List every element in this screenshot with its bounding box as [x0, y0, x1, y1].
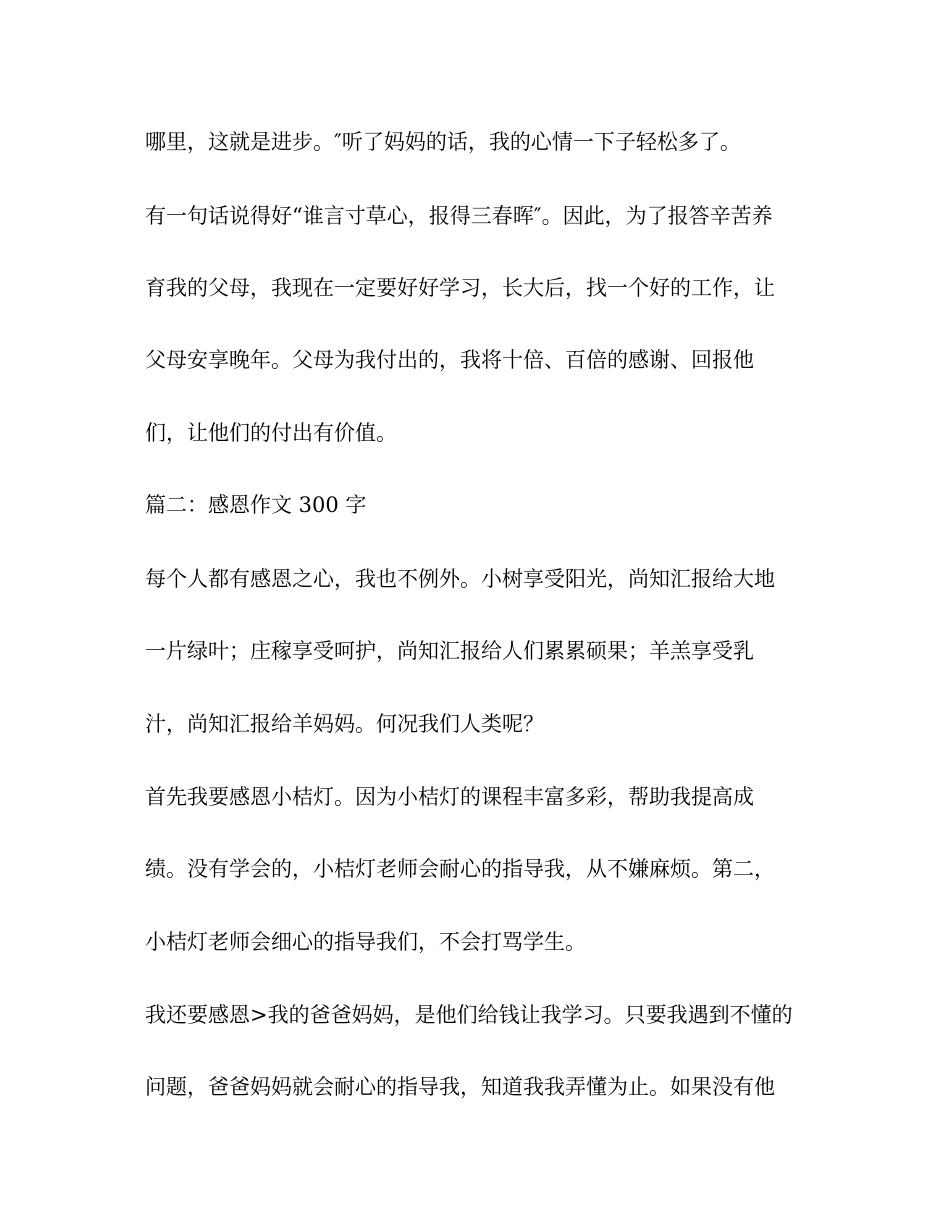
paragraph-line-5: 们，让他们的付出有价值。	[145, 421, 397, 445]
paragraph-line-8: 汁，尚知汇报给羊妈妈。何况我们人类呢？	[145, 712, 544, 736]
paragraph-line-1: 哪里，这就是进步。″听了妈妈的话，我的心情一下子轻松多了。	[145, 130, 741, 154]
paragraph-line-3: 育我的父母，我现在一定要好好学习，长大后，找一个好的工作，让	[145, 276, 775, 300]
paragraph-line-12: 我还要感恩>我的爸爸妈妈，是他们给钱让我学习。只要我遇到不懂的	[145, 1003, 793, 1027]
paragraph-line-13: 问题，爸爸妈妈就会耐心的指导我，知道我我弄懂为止。如果没有他	[145, 1075, 775, 1099]
paragraph-line-10: 绩。没有学会的，小桔灯老师会耐心的指导我，从不嫌麻烦。第二，	[145, 857, 775, 881]
paragraph-line-11: 小桔灯老师会细心的指导我们，不会打骂学生。	[145, 930, 586, 954]
paragraph-line-6: 每个人都有感恩之心，我也不例外。小树享受阳光，尚知汇报给大地	[145, 567, 775, 591]
paragraph-line-4: 父母安享晚年。父母为我付出的，我将十倍、百倍的感谢、回报他	[145, 348, 754, 372]
paragraph-line-7: 一片绿叶；庄稼享受呵护，尚知汇报给人们累累硕果；羊羔享受乳	[145, 639, 754, 663]
section-heading: 篇二：感恩作文 300 字	[145, 493, 367, 517]
paragraph-line-2: 有一句话说得好“谁言寸草心，报得三春晖″。因此，为了报答辛苦养	[145, 204, 773, 228]
paragraph-line-9: 首先我要感恩小桔灯。因为小桔灯的课程丰富多彩，帮助我提高成	[145, 785, 754, 809]
